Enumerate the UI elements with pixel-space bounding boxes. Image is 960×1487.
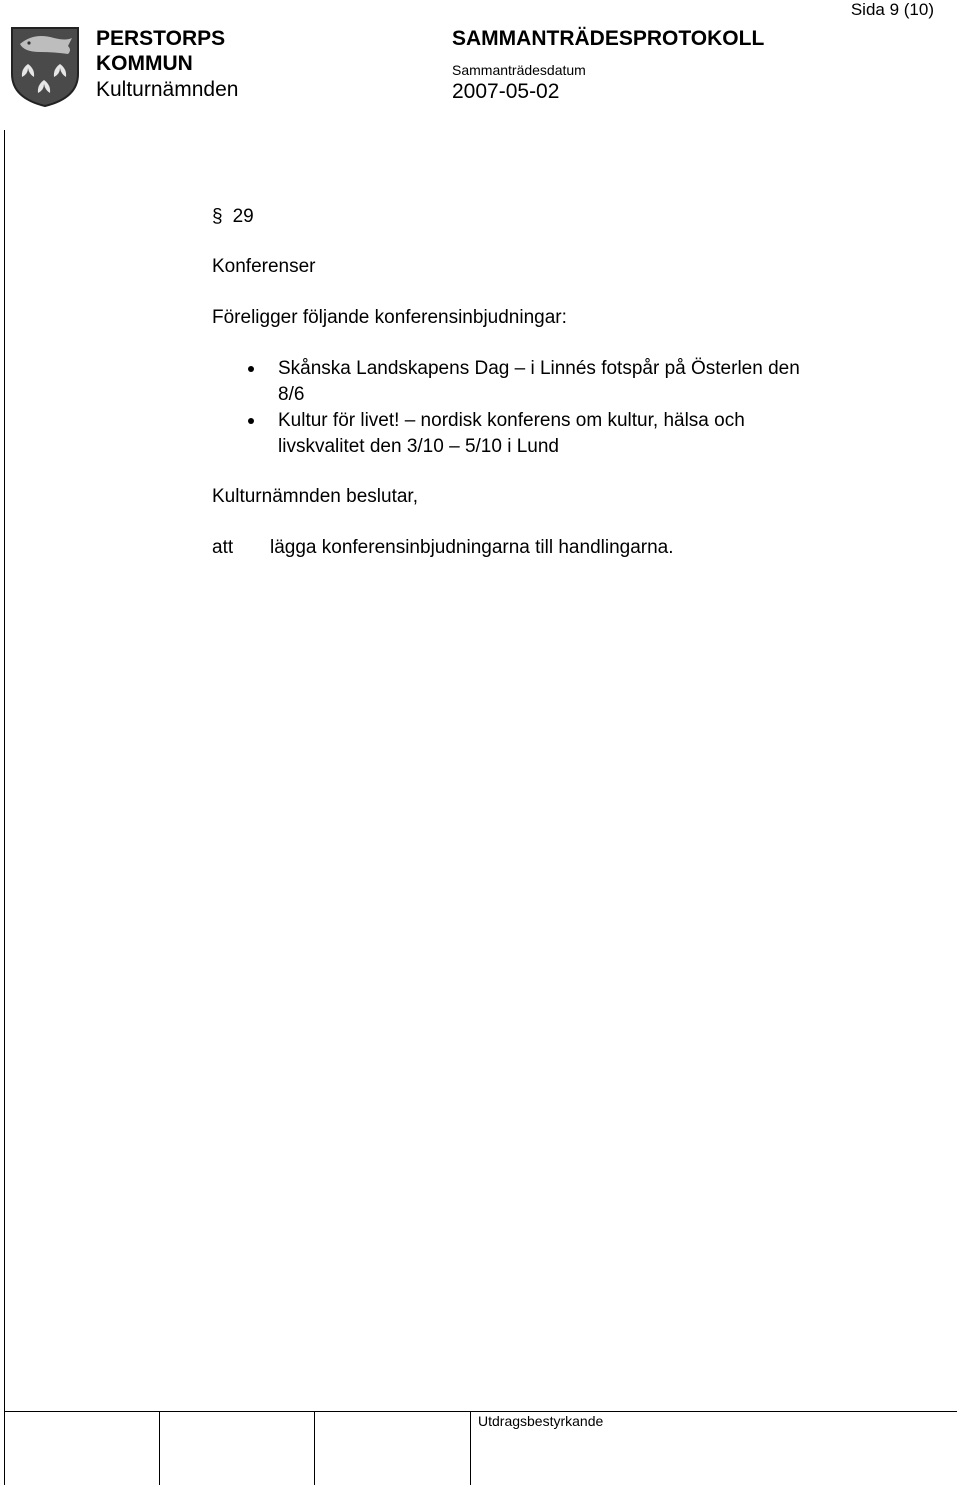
bullet-item-line: Skånska Landskapens Dag – i Linnés fotspår på Österlen den (278, 358, 800, 379)
footer-rule (4, 1411, 957, 1412)
section-heading: Konferenser (212, 256, 316, 277)
bullet-item-line: 8/6 (278, 384, 305, 405)
organization-name-line1: PERSTORPS (96, 27, 226, 50)
decision-intro: Kulturnämnden beslutar, (212, 486, 418, 507)
committee-name: Kulturnämnden (96, 78, 239, 101)
bullet-item-line: Kultur för livet! – nordisk konferens om kultur, hälsa och (278, 410, 745, 431)
intro-text: Föreligger följande konferensinbjudningar: (212, 307, 567, 328)
signature-cell-divider (159, 1411, 160, 1485)
section-symbol: § (212, 206, 223, 227)
signature-cell-divider (470, 1411, 471, 1485)
page-number: Sida 9 (10) (850, 0, 934, 19)
paragraph-number-value: 29 (232, 206, 254, 227)
meeting-date-label: Sammanträdesdatum (452, 62, 586, 78)
municipal-coat-of-arms-icon (10, 26, 80, 108)
organization-name-line2: KOMMUN (96, 52, 193, 75)
meeting-date-value: 2007-05-02 (452, 80, 560, 103)
signature-cell-divider (314, 1411, 315, 1485)
left-margin-rule (4, 130, 5, 1485)
excerpt-certification-label: Utdragsbestyrkande (478, 1413, 604, 1429)
bullet-marker (248, 418, 254, 424)
decision-keyword: att (212, 537, 234, 558)
paragraph-number (212, 204, 254, 230)
bullet-item-line: livskvalitet den 3/10 – 5/10 i Lund (278, 436, 559, 457)
document-title: SAMMANTRÄDESPROTOKOLL (452, 27, 765, 50)
decision-text: lägga konferensinbjudningarna till handlingarna. (270, 537, 674, 558)
bullet-marker (248, 366, 254, 372)
